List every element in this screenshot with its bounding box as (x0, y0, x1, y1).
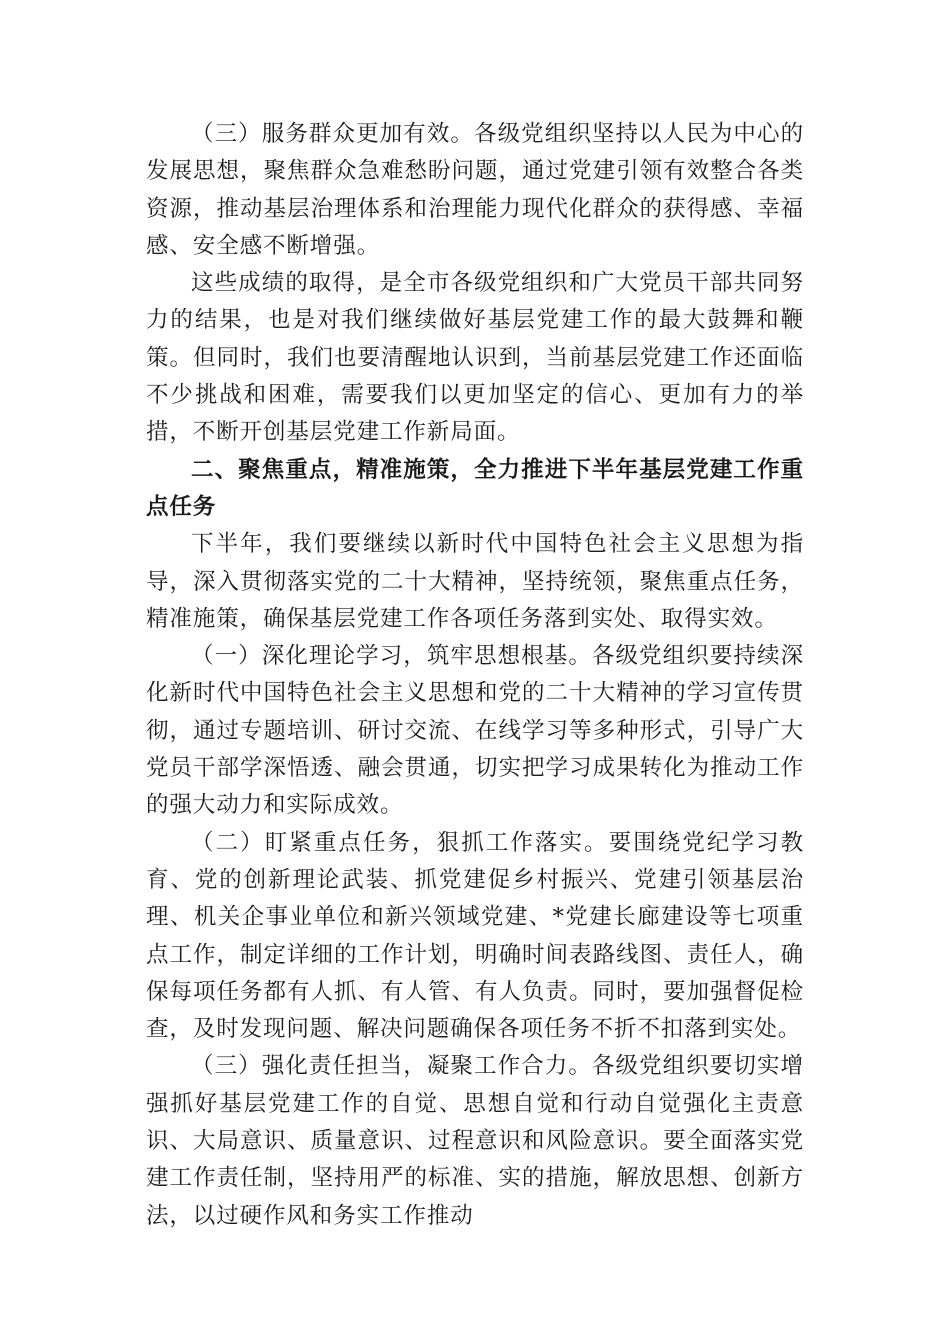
paragraph-service-masses: （三）服务群众更加有效。各级党组织坚持以人民为中心的发展思想，聚焦群众急难愁盼问题，通过党建引领有效整合各类资源，推动基层治理体系和治理能力现代化群众的获得感、幸福感、安全感不断增强。 (146, 121, 804, 259)
paragraph-responsibility: （三）强化责任担当，凝聚工作合力。各级党组织要切实增强抓好基层党建工作的自觉、思想自觉和行动自觉强化主责意识、大局意识、质量意识、过程意识和风险意识。要全面落实党建工作责任制，坚持用严的标准、实的措施，解放思想、创新方法，以过硬作风和务实工作推动 (146, 1053, 804, 1229)
section-heading-two: 二、聚焦重点，精准施策，全力推进下半年基层党建工作重点任务 (146, 456, 804, 520)
paragraph-theory-study: （一）深化理论学习，筑牢思想根基。各级党组织要持续深化新时代中国特色社会主义思想和党的二十大精神的学习宣传贯彻，通过专题培训、研讨交流、在线学习等多种形式，引导广大党员干部学深悟透、融会贯通，切实把学习成果转化为推动工作的强大动力和实际成效。 (146, 643, 804, 819)
document-page (146, 116, 804, 1235)
paragraph-second-half-intro: 下半年，我们要继续以新时代中国特色社会主义思想为指导，深入贯彻落实党的二十大精神，坚持统领，聚焦重点任务，精准施策，确保基层党建工作各项任务落到实处、取得实效。 (146, 531, 804, 632)
paragraph-achievements-summary: 这些成绩的取得，是全市各级党组织和广大党员干部共同努力的结果，也是对我们继续做好基层党建工作的最大鼓舞和鞭策。但同时，我们也要清醒地认识到，当前基层党建工作还面临不少挑战和困难，需要我们以更加坚定的信心、更加有力的举措，不断开创基层党建工作新局面。 (146, 270, 804, 446)
paragraph-key-tasks: （二）盯紧重点任务，狠抓工作落实。要围绕党纪学习教育、党的创新理论武装、抓党建促乡村振兴、党建引领基层治理、机关企事业单位和新兴领域党建、*党建长廊建设等七项重点工作，制定详细的工作计划，明确时间表路线图、责任人，确保每项任务都有人抓、有人管、有人负责。同时，要加强督促检查，及时发现问题、解决问题确保各项任务不折不扣落到实处。 (146, 829, 804, 1043)
